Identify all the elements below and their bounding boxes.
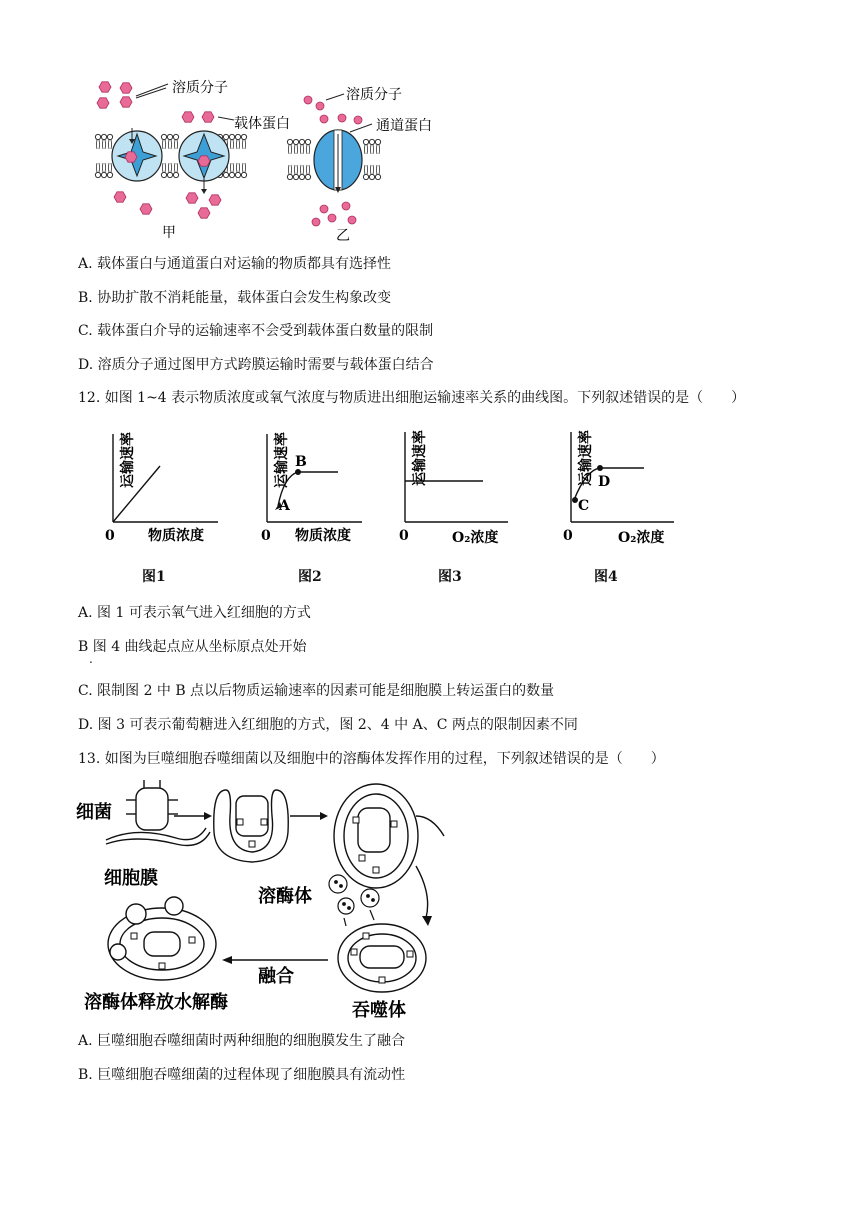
graph-4-origin: 0 [563, 528, 573, 544]
graph-3-origin: 0 [399, 528, 409, 544]
q11-option-b: B. 协助扩散不消耗能量，载体蛋白会发生构象改变 [78, 290, 392, 306]
graph-2-point-a: A [279, 498, 290, 514]
graph-4-point-d: D [598, 474, 611, 490]
graph-2 [242, 428, 372, 552]
label-jia: 甲 [162, 225, 176, 241]
graph-4-caption: 图4 [594, 569, 618, 585]
q13-option-a: A. 巨噬细胞吞噬细菌时两种细胞的细胞膜发生了融合 [78, 1033, 406, 1049]
q13-stem: 13. 如图为巨噬细胞吞噬细菌以及细胞中的溶酶体发挥作用的过程，下列叙述错误的是（ ） [78, 751, 665, 767]
graph-2-ylabel: 运输速率 [274, 432, 290, 488]
graph-4-point-c: C [578, 498, 590, 514]
channel-protein [314, 130, 362, 193]
graph-1-xlabel: 物质浓度 [148, 528, 204, 544]
graph-1-caption: 图1 [142, 569, 166, 585]
enclosed-stage [334, 784, 444, 888]
label-release: 溶酶体释放水解酶 [84, 992, 228, 1013]
membrane-transport-figure [80, 72, 460, 247]
q12-option-b: B 图 4 曲线起点应从坐标原点处开始 [78, 639, 307, 655]
label-solute-left: 溶质分子 [172, 80, 228, 96]
graph-2-caption: 图2 [298, 569, 322, 585]
q12-option-a: A. 图 1 可表示氧气进入红细胞的方式 [78, 605, 311, 621]
bacterium-stage-1 [106, 780, 210, 846]
phagocytosis-figure [76, 776, 456, 1024]
graph-1 [88, 428, 228, 552]
label-membrane: 细胞膜 [104, 868, 158, 889]
label-channel: 通道蛋白 [376, 118, 432, 134]
carrier-protein [179, 131, 229, 194]
graph-1-origin: 0 [105, 528, 115, 544]
label-solute-right: 溶质分子 [346, 87, 402, 103]
label-carrier: 载体蛋白 [234, 116, 290, 132]
graph-2-point-b: B [295, 454, 307, 470]
q12-option-d: D. 图 3 可表示葡萄糖进入红细胞的方式，图 2、4 中 A、C 两点的限制因素不同 [78, 717, 578, 733]
engulfing-stage [214, 790, 289, 862]
q11-option-a: A. 载体蛋白与通道蛋白对运输的物质都具有选择性 [78, 256, 392, 272]
label-lysosome: 溶酶体 [258, 886, 312, 907]
label-yi: 乙 [336, 228, 350, 244]
graph-2-xlabel: 物质浓度 [295, 528, 351, 544]
carrier-protein [112, 128, 162, 181]
graph-4-xlabel: O₂浓度 [618, 530, 665, 546]
lysosome-release-stage [108, 897, 216, 980]
graph-3-xlabel: O₂浓度 [452, 530, 499, 546]
stray-dot: . [89, 652, 93, 666]
graph-3-ylabel: 运输速率 [412, 430, 428, 486]
graph-4 [546, 424, 686, 552]
graph-2-origin: 0 [261, 528, 271, 544]
label-fusion: 融合 [258, 966, 294, 987]
q11-option-d: D. 溶质分子通过图甲方式跨膜运输时需要与载体蛋白结合 [78, 357, 434, 373]
graph-1-ylabel: 运输速率 [120, 432, 136, 488]
q13-option-b: B. 巨噬细胞吞噬细菌的过程体现了细胞膜具有流动性 [78, 1067, 406, 1083]
label-phagosome: 吞噬体 [352, 1000, 406, 1021]
q11-option-c: C. 载体蛋白介导的运输速率不会受到载体蛋白数量的限制 [78, 323, 434, 339]
phagosome [338, 924, 426, 992]
graph-3 [380, 424, 520, 552]
graph-4-ylabel: 运输速率 [578, 430, 594, 486]
label-bacteria: 细菌 [76, 802, 112, 823]
graph-3-caption: 图3 [438, 569, 462, 585]
q12-option-c: C. 限制图 2 中 B 点以后物质运输速率的因素可能是细胞膜上转运蛋白的数量 [78, 683, 555, 699]
q12-stem: 12. 如图 1~4 表示物质浓度或氧气浓度与物质进出细胞运输速率关系的曲线图。下列叙述错误的是（ ） [78, 390, 746, 406]
